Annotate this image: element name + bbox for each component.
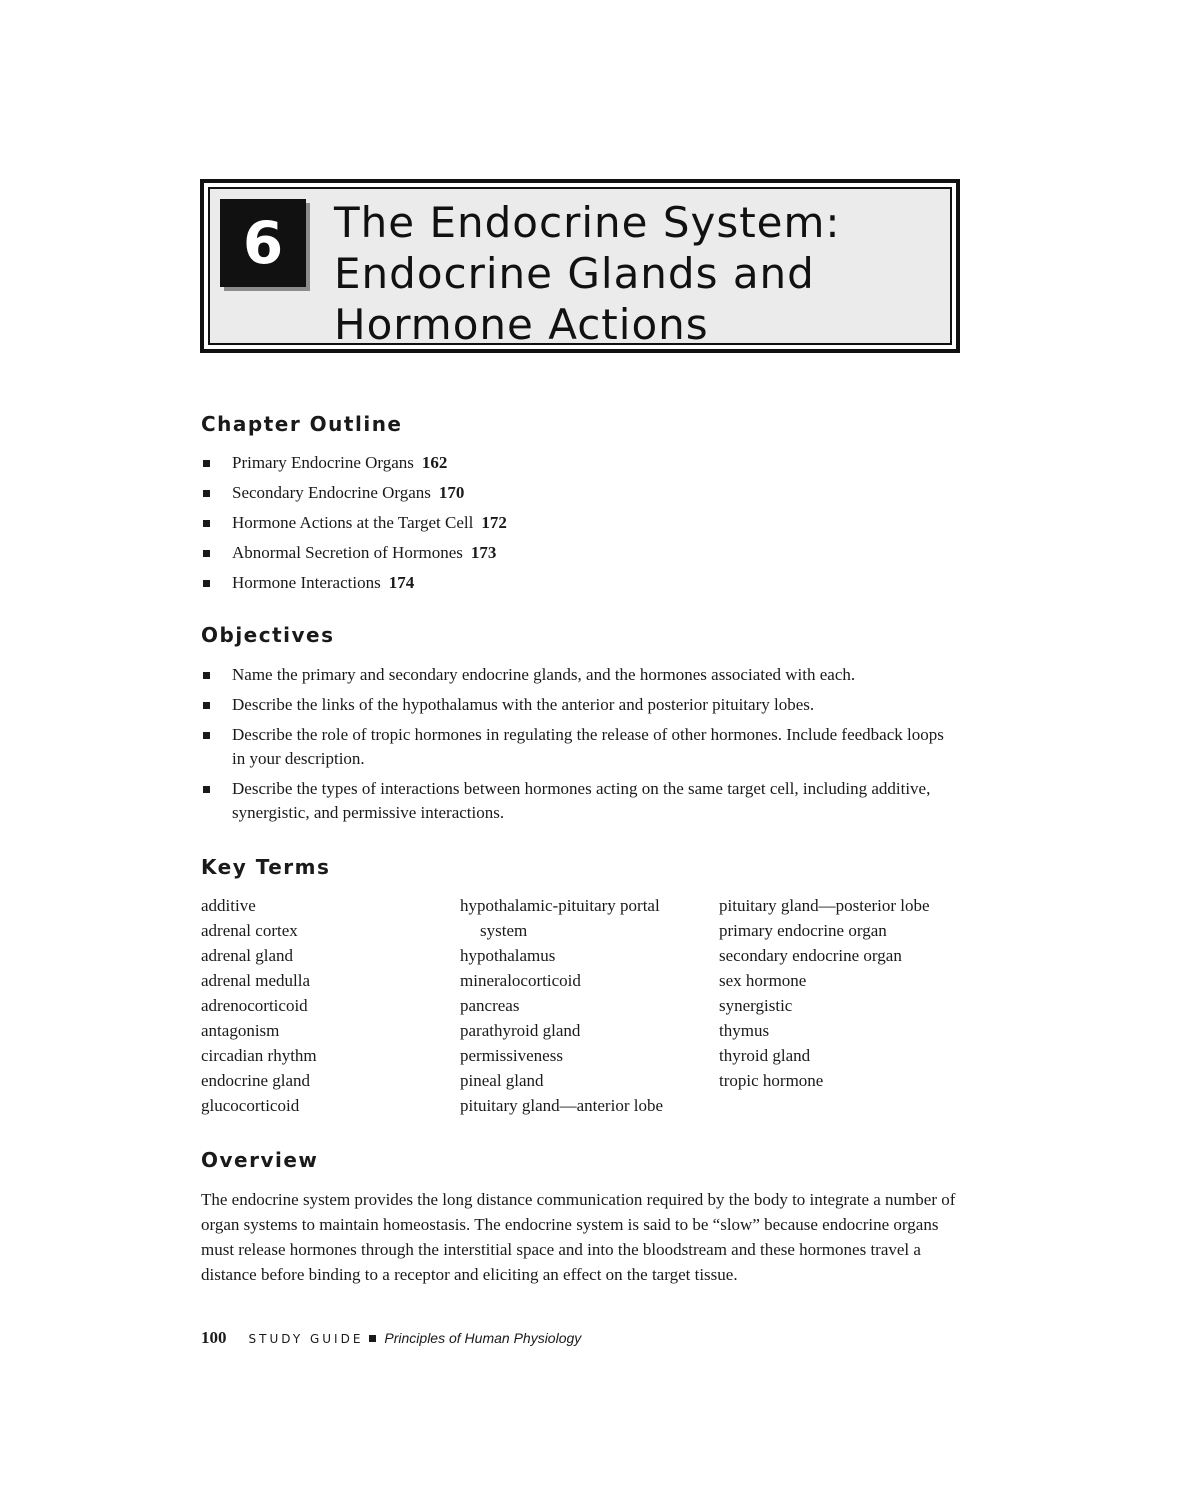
outline-item-text: Primary Endocrine Organs bbox=[232, 453, 414, 472]
objectives-heading: Objectives bbox=[201, 623, 335, 647]
key-term: pituitary gland—posterior lobe bbox=[719, 896, 930, 915]
outline-item bbox=[201, 511, 961, 535]
key-term: primary endocrine organ bbox=[719, 921, 887, 940]
objective-item bbox=[201, 723, 961, 771]
outline-item-page: 162 bbox=[421, 453, 448, 472]
key-term: parathyroid gland bbox=[460, 1021, 581, 1040]
key-term: additive bbox=[201, 896, 256, 915]
key-term: adrenal cortex bbox=[201, 921, 298, 940]
outline-item bbox=[201, 451, 961, 475]
key-term: sex hormone bbox=[719, 971, 807, 990]
outline-item-page: 173 bbox=[470, 543, 497, 562]
key-term: thyroid gland bbox=[719, 1046, 811, 1065]
chapter-outline-list bbox=[201, 451, 961, 601]
outline-item-page: 174 bbox=[388, 573, 415, 592]
key-terms-column-3 bbox=[719, 893, 930, 1093]
key-term: pineal gland bbox=[460, 1071, 544, 1090]
bullet-square-icon bbox=[203, 702, 210, 709]
study-guide-label: STUDY GUIDE bbox=[248, 1332, 364, 1346]
outline-item-page: 172 bbox=[481, 513, 507, 532]
outline-item bbox=[201, 541, 961, 565]
key-term: endocrine gland bbox=[201, 1071, 311, 1090]
key-term: hypothalamic-pituitary portal bbox=[460, 896, 660, 915]
outline-item-text: Abnormal Secretion of Hormones bbox=[232, 543, 463, 562]
overview-paragraph: The endocrine system provides the long distance communication required by the body to integrate a number of organ systems to maintain homeostasis. The endocrine system is said to be “slow” because endocrine organs must release hormones through the interstitial space and into the bloodstream and these hormones travel a distance before binding to a receptor and eliciting an effect on the target tissue. bbox=[201, 1190, 956, 1284]
objective-item bbox=[201, 663, 961, 687]
bullet-square-icon bbox=[203, 672, 210, 679]
key-terms-column-2 bbox=[460, 893, 663, 1118]
outline-item-text: Hormone Actions at the Target Cell bbox=[232, 513, 474, 532]
key-term: permissiveness bbox=[460, 1046, 563, 1065]
key-terms-heading: Key Terms bbox=[201, 855, 331, 879]
chapter-title-line-2: Endocrine Glands and bbox=[334, 249, 815, 298]
key-term: hypothalamus bbox=[460, 946, 556, 965]
key-terms-column-1 bbox=[201, 893, 317, 1118]
objective-item bbox=[201, 777, 961, 825]
key-term-continuation: system bbox=[480, 921, 528, 940]
bullet-square-icon bbox=[203, 460, 210, 467]
chapter-title-line-3: Hormone Actions bbox=[334, 300, 709, 349]
key-term: mineralocorticoid bbox=[460, 971, 581, 990]
key-term: pancreas bbox=[460, 996, 520, 1015]
page-number: 100 bbox=[201, 1328, 227, 1347]
key-term: circadian rhythm bbox=[201, 1046, 317, 1065]
objective-text: Name the primary and secondary endocrine glands, and the hormones associated with each. bbox=[232, 665, 856, 684]
key-term: tropic hormone bbox=[719, 1071, 824, 1090]
key-term: synergistic bbox=[719, 996, 793, 1015]
key-term: secondary endocrine organ bbox=[719, 946, 902, 965]
objective-text: Describe the types of interactions between hormones acting on the same target cell, including additive, synergistic, and permissive interactions. bbox=[232, 779, 931, 822]
outline-item-text: Secondary Endocrine Organs bbox=[232, 483, 431, 502]
bullet-square-icon bbox=[203, 490, 210, 497]
outline-item-text: Hormone Interactions bbox=[232, 573, 381, 592]
objective-text: Describe the role of tropic hormones in regulating the release of other hormones. Include feedback loops in your description. bbox=[232, 725, 944, 768]
outline-item bbox=[201, 571, 961, 595]
chapter-title-box bbox=[200, 179, 960, 353]
book-title: Principles of Human Physiology bbox=[384, 1330, 582, 1346]
bullet-square-icon bbox=[203, 550, 210, 557]
chapter-title bbox=[334, 197, 934, 350]
objective-text: Describe the links of the hypothalamus with the anterior and posterior pituitary lobes. bbox=[232, 695, 815, 714]
bullet-square-icon bbox=[369, 1335, 376, 1342]
key-term: adrenal gland bbox=[201, 946, 294, 965]
page-footer bbox=[201, 1328, 581, 1348]
key-term: glucocorticoid bbox=[201, 1096, 300, 1115]
chapter-outline-heading: Chapter Outline bbox=[201, 412, 403, 436]
bullet-square-icon bbox=[203, 732, 210, 739]
chapter-number: 6 bbox=[220, 199, 306, 287]
bullet-square-icon bbox=[203, 786, 210, 793]
bullet-square-icon bbox=[203, 520, 210, 527]
key-term: pituitary gland—anterior lobe bbox=[460, 1096, 663, 1115]
key-term: antagonism bbox=[201, 1021, 280, 1040]
chapter-title-panel bbox=[208, 187, 952, 349]
outline-item-page: 170 bbox=[438, 483, 465, 502]
overview-heading: Overview bbox=[201, 1148, 319, 1172]
key-term: adrenocorticoid bbox=[201, 996, 308, 1015]
key-term: thymus bbox=[719, 1021, 770, 1040]
outline-item bbox=[201, 481, 961, 505]
bullet-square-icon bbox=[203, 580, 210, 587]
chapter-title-line-1: The Endocrine System: bbox=[334, 198, 841, 247]
objectives-list bbox=[201, 663, 961, 831]
objective-item bbox=[201, 693, 961, 717]
key-term: adrenal medulla bbox=[201, 971, 311, 990]
